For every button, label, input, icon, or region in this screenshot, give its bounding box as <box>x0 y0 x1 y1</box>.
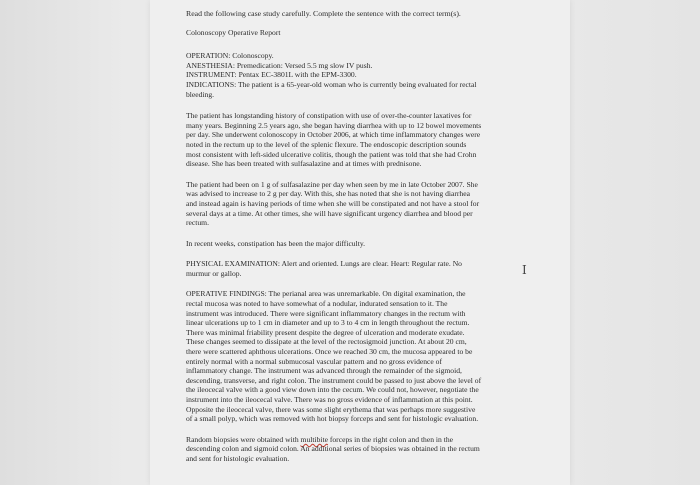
findings-line: there were scattered aphthous ulcerations. Once we reached 30 cm, the mucosa appeared to be <box>186 347 473 357</box>
findings-line: descending, transverse, and right colon. The instrument could be passed to just above the level of <box>186 375 482 385</box>
treatment-line: was advised to increase to 2 g per day. With this, she has noted that she is not having diarrhea <box>186 189 470 199</box>
history-line: disease. She has been treated with sulfasalazine and at times with prednisone. <box>186 159 422 169</box>
operative-findings-paragraph <box>186 289 531 423</box>
biopsy-line-2: descending colon and sigmoid colon. An additional series of biopsies was obtained in the rectum <box>186 444 480 454</box>
treatment-line: and instead again is having periods of time when she will be constipated and not have a stool for <box>186 198 480 208</box>
findings-line: entirely normal with a normal submucosal vascular pattern and no gross evidence of <box>186 356 442 366</box>
findings-line: inflammatory change. The instrument was advanced through the remainder of the sigmoid, <box>186 366 462 376</box>
text-cursor-icon: I <box>522 263 527 277</box>
exam-line-2: murmur or gallop. <box>186 268 242 278</box>
document-content <box>186 9 531 475</box>
findings-line: instrument into the ileocecal valve. There was no gross evidence of inflammation at this point. <box>186 395 473 404</box>
treatment-line: The patient had been on 1 g of sulfasalazine per day when seen by me in late October 2007. She <box>186 179 478 189</box>
exam-line-1: PHYSICAL EXAMINATION: Alert and oriented. Lungs are clear. Heart: Regular rate. No <box>186 259 462 269</box>
findings-line: OPERATIVE FINDINGS: The perianal area was unremarkable. On digital examination, the <box>186 289 466 299</box>
findings-line: instrument was introduced. There were significant inflammatory changes in the rectum with <box>186 308 466 318</box>
biopsy-paragraph <box>186 435 531 464</box>
findings-line: Opposite the ileocecal valve, there was some slight erythema that was perhaps more suggestive <box>186 404 476 414</box>
treatment-paragraph <box>186 180 531 228</box>
history-line: many years. Beginning 2.5 years ago, she began having diarrhea with up to 12 bowel movements <box>186 120 482 130</box>
report-title: Colonoscopy Operative Report <box>186 27 281 37</box>
history-line: most consistent with left-sided ulcerative colitis, though the patient was told that she had Crohn <box>186 149 477 159</box>
instrument-line: INSTRUMENT: Pentax EC-3801L with the EPM-3300. <box>186 70 357 80</box>
history-line: per day. She underwent colonoscopy in October 2006, at which time inflammatory changes were <box>186 130 481 140</box>
findings-line: These changes seemed to dissipate at the level of the rectosigmoid junction. At about 20 cm, <box>186 337 467 347</box>
findings-line: rectal mucosa was noted to have somewhat of a nodular, indurated sensation to it. The <box>186 299 448 309</box>
instructions-text: Read the following case study carefully. Complete the sentence with the correct term(s). <box>186 9 461 18</box>
recent-weeks-paragraph: In recent weeks, constipation has been the major difficulty. <box>186 238 366 248</box>
report-header <box>186 51 531 99</box>
findings-line: linear ulcerations up to 1 cm in diameter and up to 3 to 4 cm in length throughout the rectum. <box>186 318 470 328</box>
biopsy-line-1 <box>186 435 531 445</box>
indications-line-1: INDICATIONS: The patient is a 65-year-old woman who is currently being evaluated for rectal <box>186 79 477 89</box>
history-line: noted in the rectum up to the level of the splenic flexure. The endoscopic description sounds <box>186 139 467 149</box>
anesthesia-line: ANESTHESIA: Premedication: Versed 5.5 mg slow IV push. <box>186 60 373 70</box>
findings-line: There was minimal friability present despite the degree of ulceration and moderate exudate. <box>186 327 465 337</box>
biopsy-text-post: forceps in the right colon and then in the <box>327 434 454 444</box>
treatment-line: several days at a time. At other times, she will have significant urgency diarrhea and blood per <box>186 208 473 218</box>
physical-exam-paragraph <box>186 259 531 278</box>
operation-line: OPERATION: Colonoscopy. <box>186 51 274 61</box>
history-paragraph <box>186 111 531 169</box>
findings-line: of a small polyp, which was removed with hot biopsy forceps and sent for histologic evaluation. <box>186 414 479 424</box>
history-line: The patient has longstanding history of constipation with use of over-the-counter laxatives for <box>186 111 472 121</box>
biopsy-line-3: and sent for histologic evaluation. <box>186 453 290 463</box>
indications-line-2: bleeding. <box>186 89 215 99</box>
findings-line: the ileocecal valve with a good view down into the cecum. We could not, however, negotiate the <box>186 385 479 395</box>
biopsy-text-pre: Random biopsies were obtained with <box>186 434 301 444</box>
treatment-line: rectum. <box>186 218 209 228</box>
misspelled-word[interactable]: multibite <box>300 434 328 444</box>
